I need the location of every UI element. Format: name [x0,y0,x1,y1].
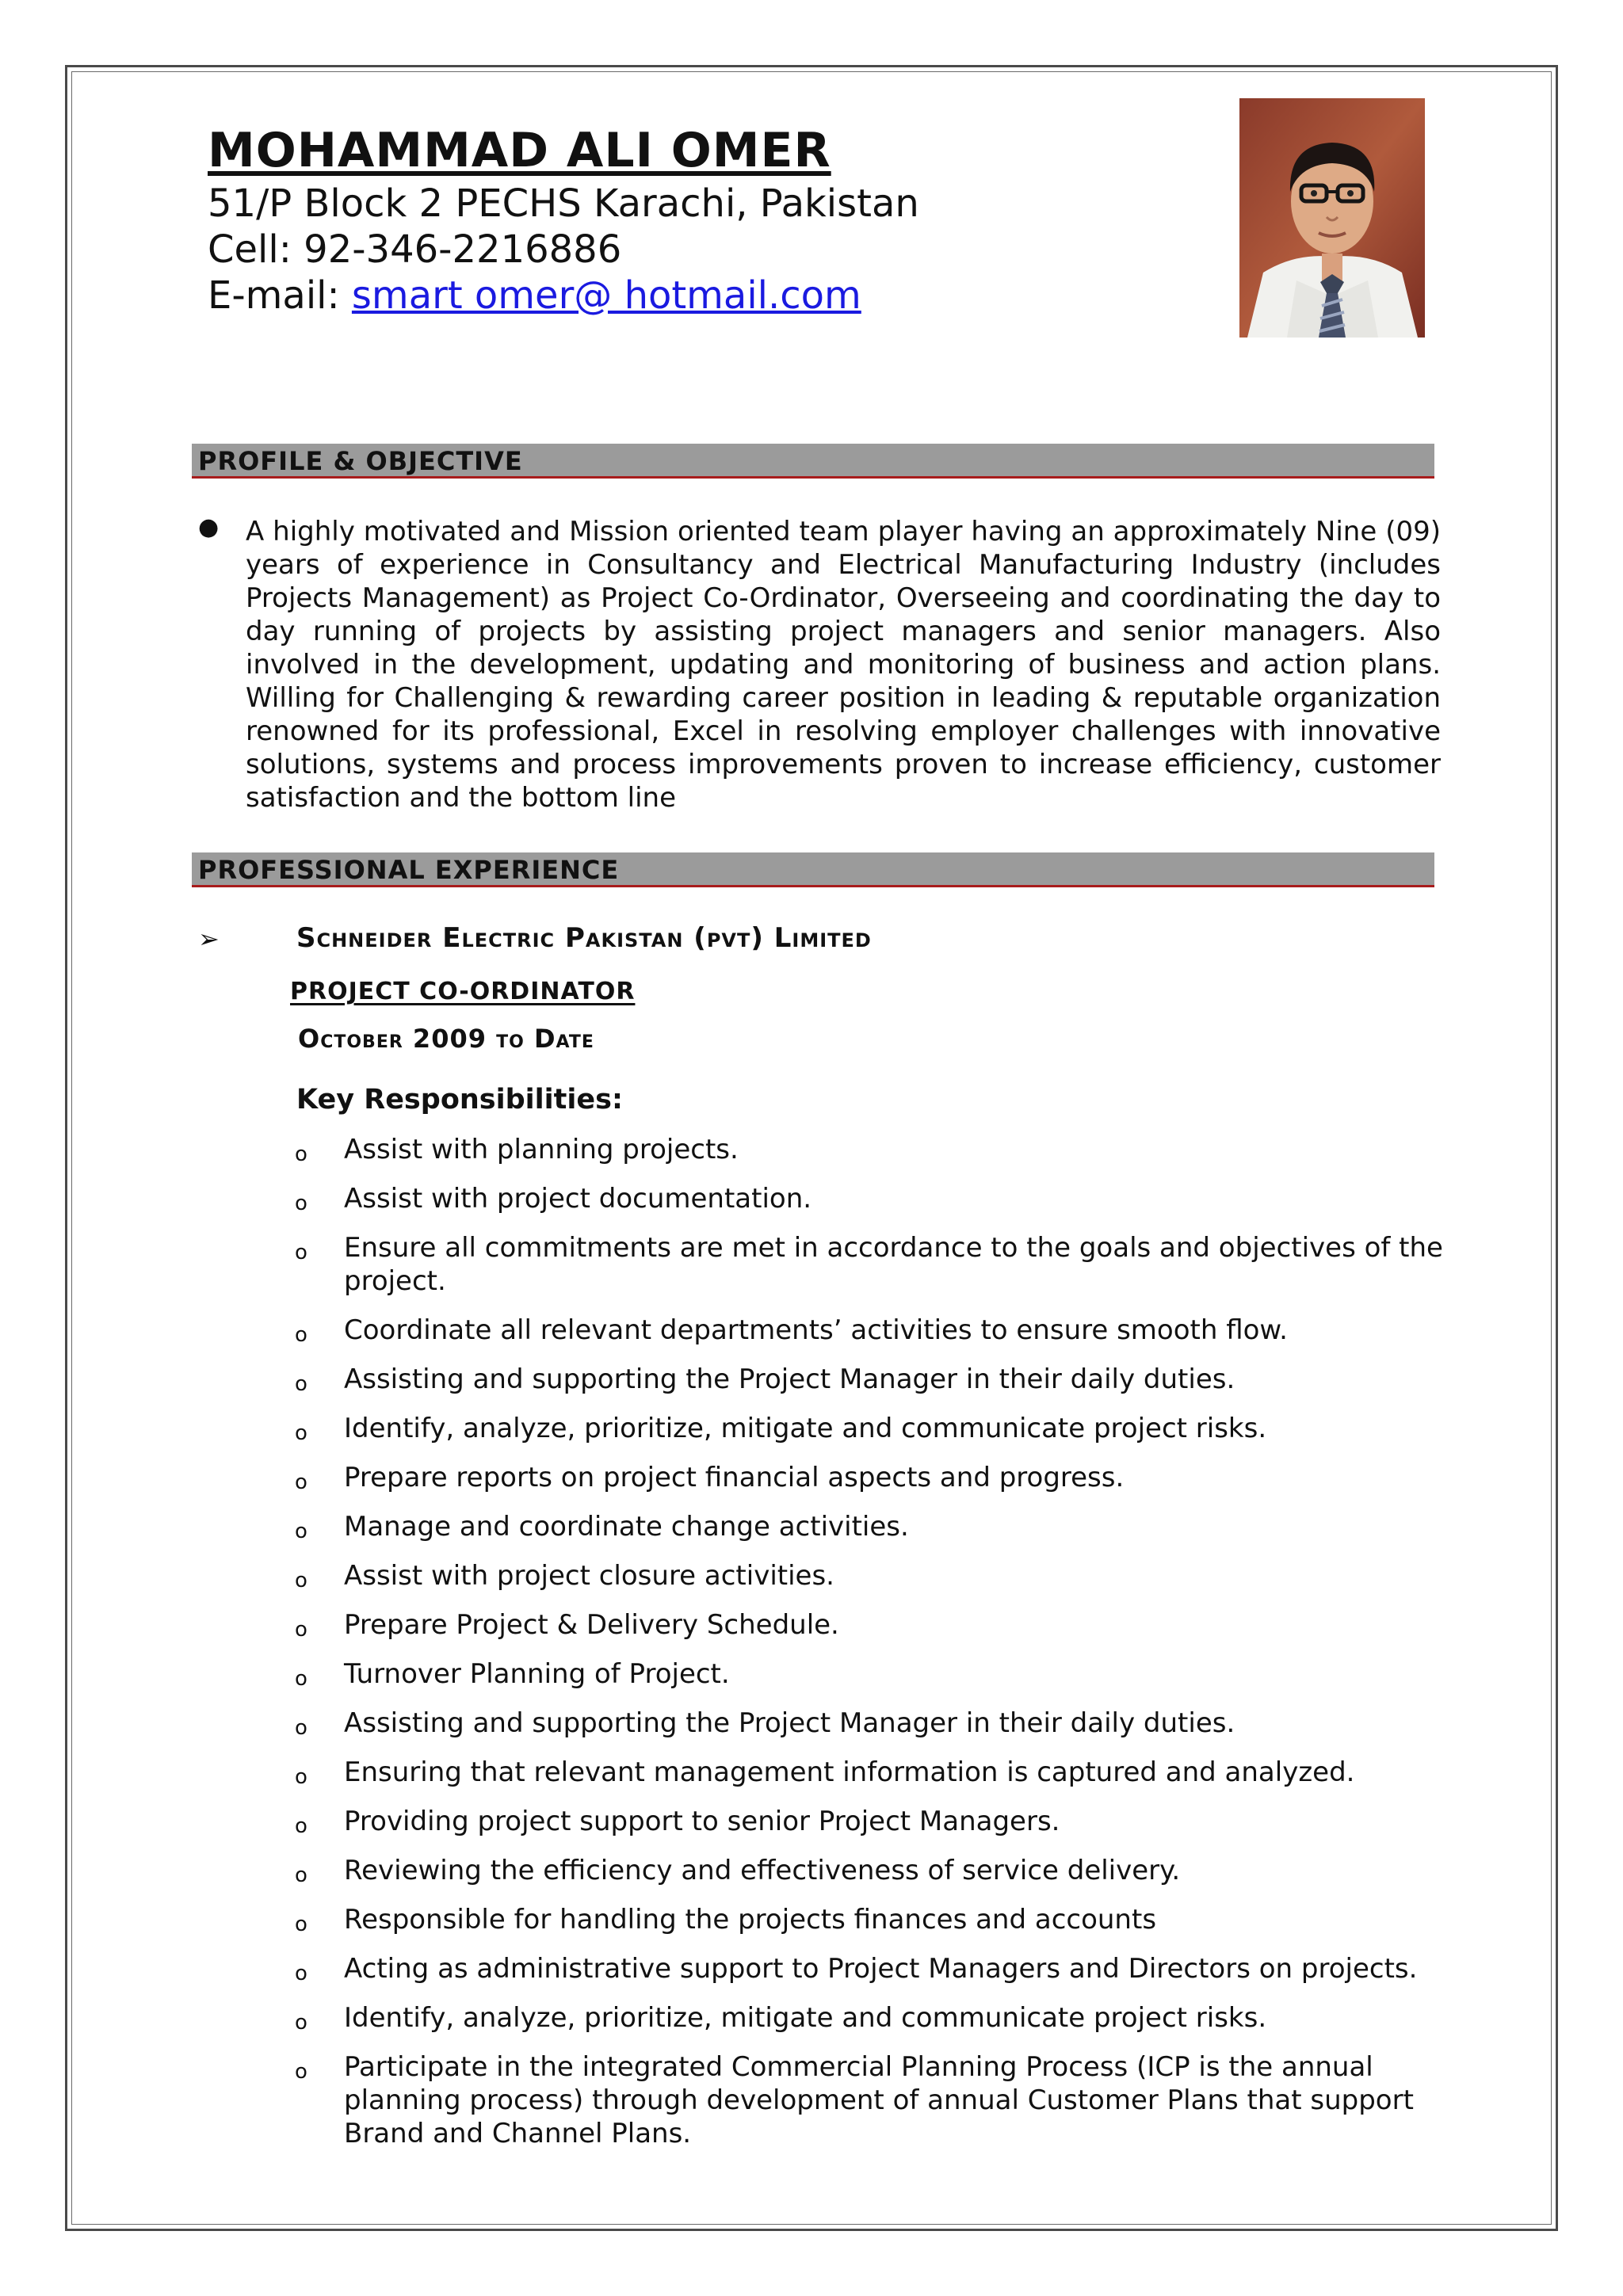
responsibility-text: Assisting and supporting the Project Manager in their daily duties. [344,1707,1235,1739]
responsibility-text: Assist with project documentation. [344,1183,812,1215]
email-line [208,273,1198,318]
circle-bullet-icon: o [295,1814,307,1838]
responsibility-text: Assist with project closure activities. [344,1560,834,1592]
responsibility-text: Assist with planning projects. [344,1134,739,1165]
list-item [292,1314,1449,1347]
job-title: PROJECT CO-ORDINATOR [290,978,636,1005]
list-item [292,1805,1449,1838]
list-item [292,1756,1449,1789]
circle-bullet-icon: o [295,1716,307,1740]
portrait-image [1239,98,1425,338]
responsibility-text: Coordinate all relevant departments’ activities to ensure smooth flow. [344,1314,1288,1346]
responsibility-text: Responsible for handling the projects finances and accounts [344,1904,1157,1936]
list-item [292,1952,1449,1985]
list-item [292,1657,1449,1691]
list-item [292,1363,1449,1396]
list-item [292,1412,1449,1445]
circle-bullet-icon: o [295,1470,307,1494]
responsibilities-list [292,1133,1449,2166]
email-label: E-mail: [208,273,352,318]
circle-bullet-icon: o [295,1142,307,1166]
responsibility-text: Reviewing the efficiency and effectiveness of service delivery. [344,1855,1181,1886]
list-item [292,1461,1449,1494]
circle-bullet-icon: o [295,1569,307,1592]
responsibility-text: Identify, analyze, prioritize, mitigate and communicate project risks. [344,2002,1267,2034]
list-item [292,1133,1449,1166]
profile-photo [1239,98,1425,338]
circle-bullet-icon: o [295,1192,307,1215]
responsibility-text: Providing project support to senior Project Managers. [344,1806,1060,1837]
circle-bullet-icon: o [295,1372,307,1396]
arrow-bullet-icon: ➢ [198,924,220,954]
circle-bullet-icon: o [295,1520,307,1543]
list-item [292,1608,1449,1642]
email-link[interactable]: smart omer@ hotmail.com [351,273,861,318]
resume-header [208,120,1198,318]
responsibility-text: Assisting and supporting the Project Manager in their daily duties. [344,1363,1235,1395]
employment-dates: October 2009 to Date [298,1024,594,1054]
company-name: Schneider Electric Pakistan (pvt) Limited [296,922,872,954]
list-item [292,1559,1449,1592]
list-item [292,2001,1449,2035]
responsibility-text: Prepare reports on project financial aspects and progress. [344,1462,1125,1493]
responsibility-text: Acting as administrative support to Project Managers and Directors on projects. [344,1953,1418,1985]
list-item [292,1854,1449,1887]
responsibility-text: Ensuring that relevant management information is captured and analyzed. [344,1756,1355,1788]
profile-objective-text: A highly motivated and Mission oriented team player having an approximately Nine (09) years of experience in Consultancy and Electrical Manufacturing Industry (includes Projects Management) as Project Co-Ordinator, Overseeing and coordinating the day to day running of projects by assisting project managers and senior managers. Also involved in the development, updating and monitoring of business and action plans. Willing for Challenging & rewarding career position in leading & reputable organization renowned for its professional, Excel in resolving employer challenges with innovative solutions, systems and process improvements proven to increase efficiency, customer satisfaction and the bottom line [246,516,1441,814]
circle-bullet-icon: o [295,1421,307,1445]
section-header-experience: PROFESSIONAL EXPERIENCE [192,852,1434,887]
list-item [292,1707,1449,1740]
responsibility-text: Prepare Project & Delivery Schedule. [344,1609,839,1641]
list-item [292,1182,1449,1215]
responsibility-text: Participate in the integrated Commercial Planning Process (ICP is the annual planning process) through development of annual Customer Plans that support Brand and Channel Plans. [344,2051,1414,2149]
responsibility-text: Identify, analyze, prioritize, mitigate and communicate project risks. [344,1413,1267,1444]
responsibility-text: Ensure all commitments are met in accordance to the goals and objectives of the project. [344,1232,1443,1297]
circle-bullet-icon: o [295,1241,307,1264]
key-responsibilities-title: Key Responsibilities: [296,1084,623,1116]
section-header-profile: PROFILE & OBJECTIVE [192,444,1434,479]
circle-bullet-icon: o [295,1618,307,1642]
circle-bullet-icon: o [295,2011,307,2035]
circle-bullet-icon: o [295,1962,307,1985]
circle-bullet-icon: o [295,1323,307,1347]
responsibility-text: Turnover Planning of Project. [344,1658,730,1690]
bullet-icon: ● [198,513,220,541]
cell-phone: Cell: 92-346-2216886 [208,227,622,272]
responsibility-text: Manage and coordinate change activities. [344,1511,909,1543]
circle-bullet-icon: o [295,1863,307,1887]
list-item [292,2050,1449,2150]
address: 51/P Block 2 PECHS Karachi, Pakistan [208,181,919,226]
list-item [292,1510,1449,1543]
list-item [292,1903,1449,1936]
circle-bullet-icon: o [295,1765,307,1789]
circle-bullet-icon: o [295,1913,307,1936]
candidate-name: MOHAMMAD ALI OMER [208,123,831,178]
circle-bullet-icon: o [295,1667,307,1691]
list-item [292,1231,1449,1298]
circle-bullet-icon: o [295,2060,307,2084]
